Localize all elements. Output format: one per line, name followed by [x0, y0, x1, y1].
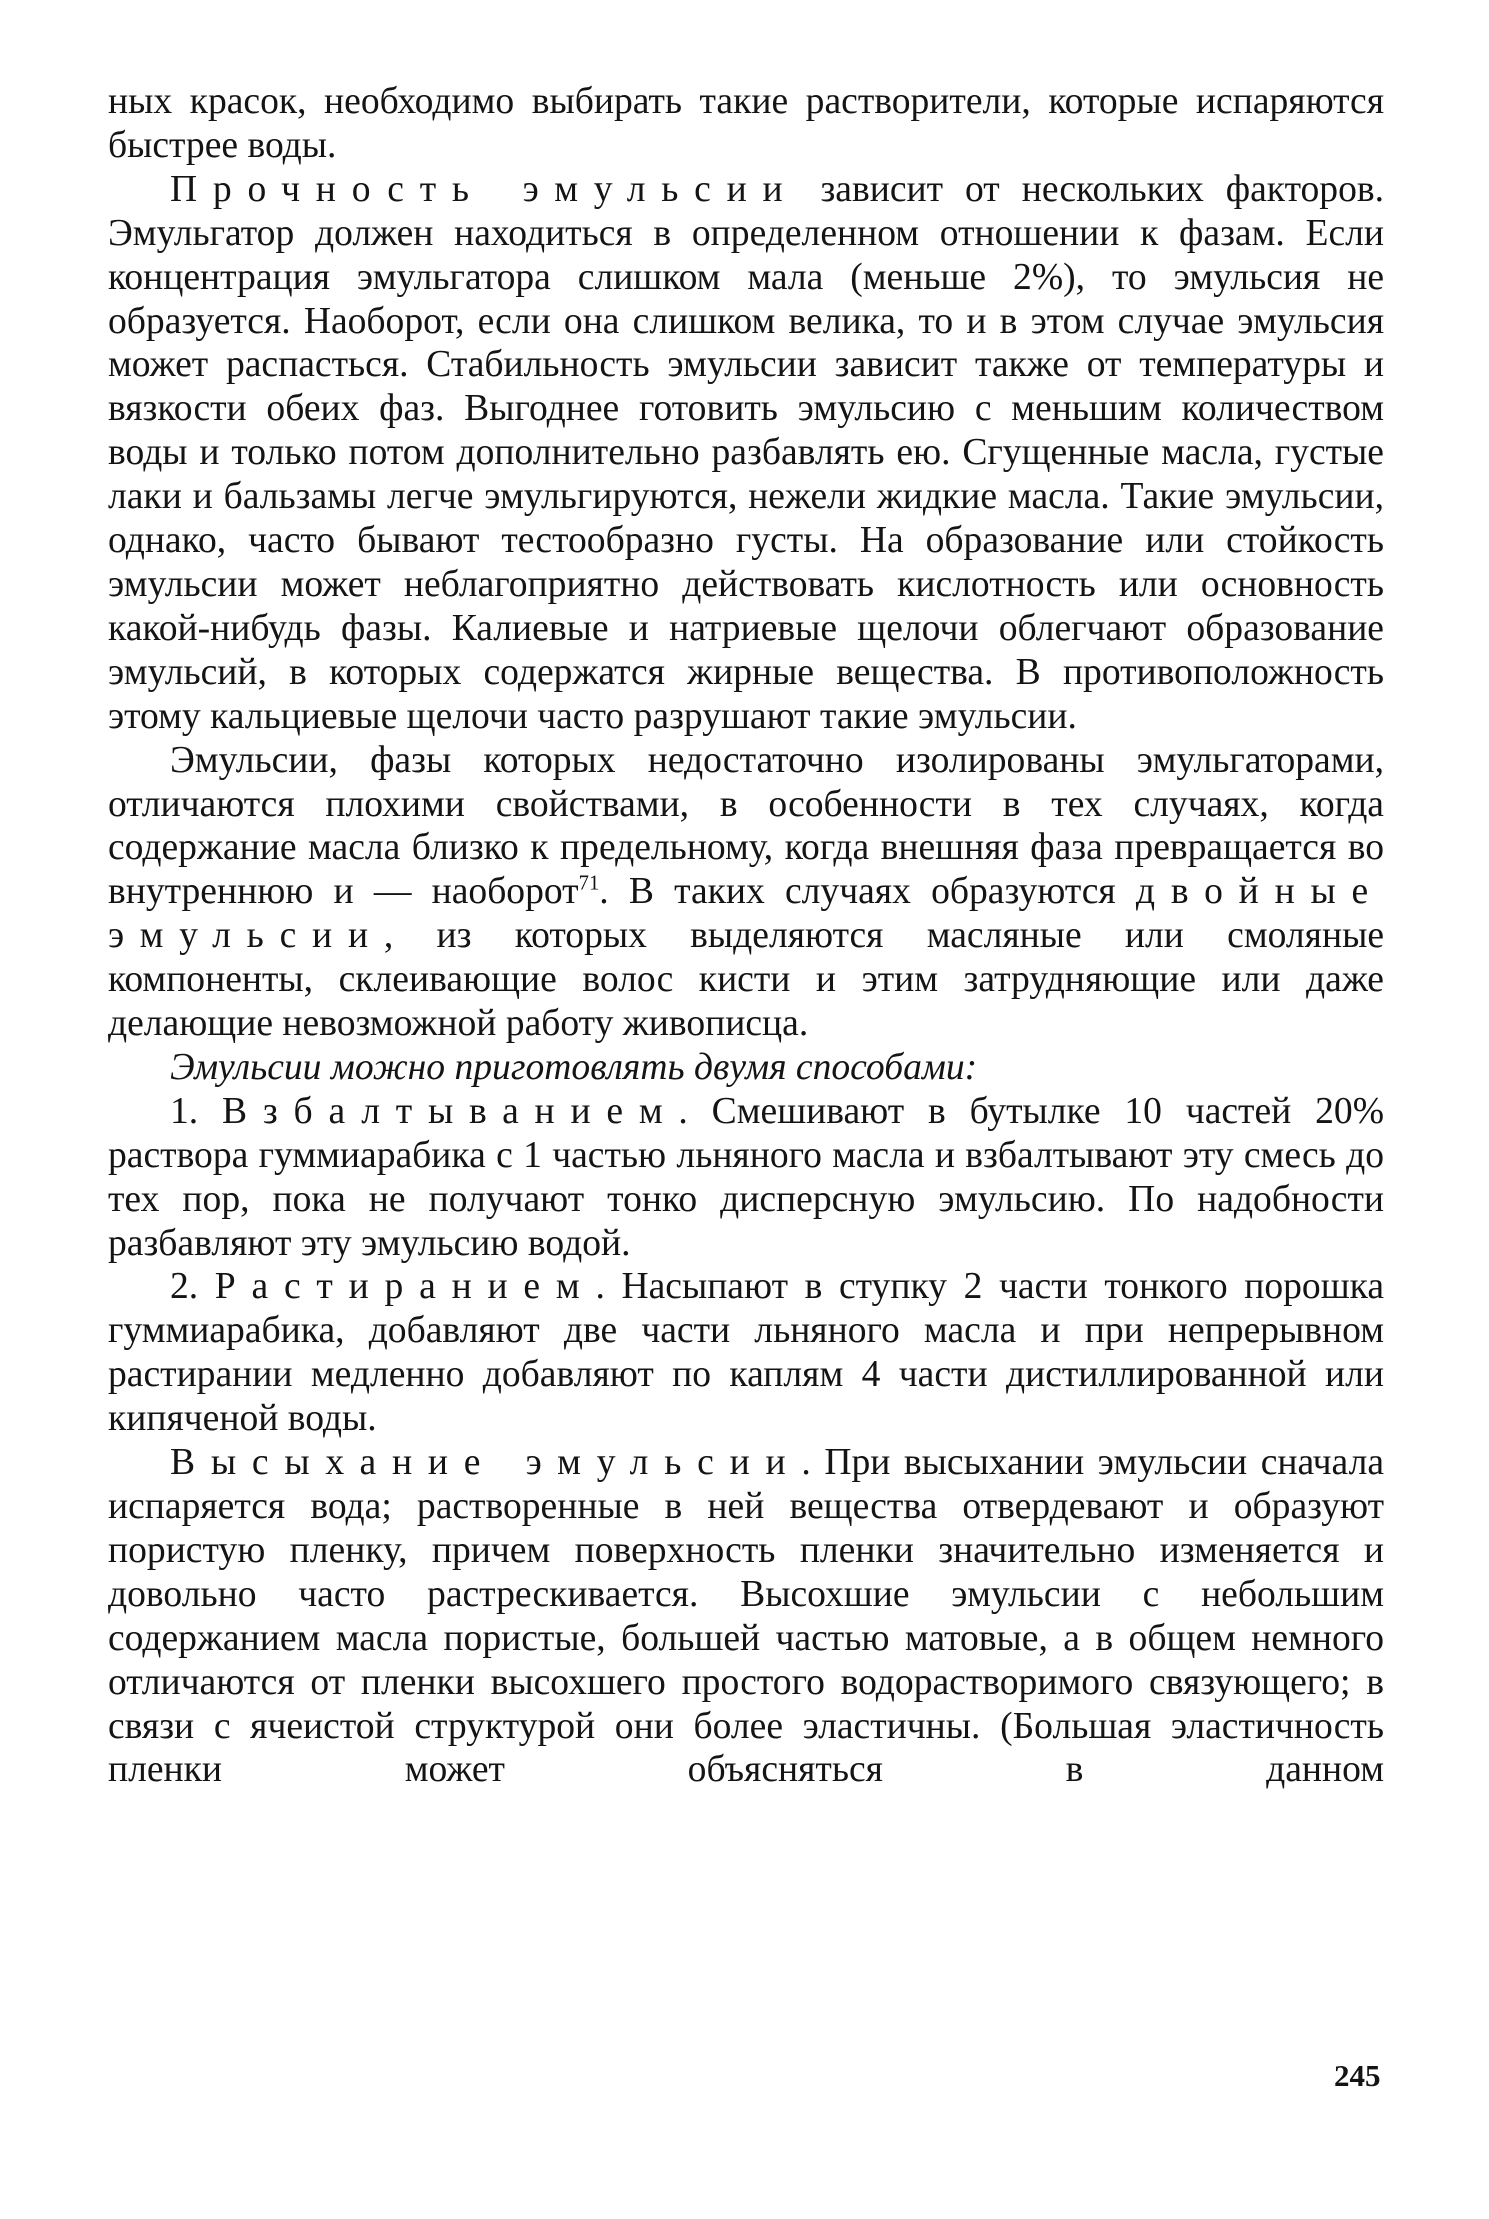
italic-intro: Эмульсии можно приготовлять двумя способами: — [170, 1046, 978, 1088]
text-run: зависит от нескольких факторов. Эмульгатор должен находиться в определенном отношении к фазам. Если концентрация эмульгатора слишком мала (меньше 2%), то эмульсия не образуется. Наоборот, если она слишком велика, то и в этом случае эмульсия может распасться. Стабильность эмульсии зависит также от температуры и вязкости обеих фаз. Выгоднее готовить эмульсию с меньшим количеством воды и только потом дополнительно разбавлять ею. Сгущенные масла, густые лаки и бальзамы легче эмульгируются, нежели жидкие масла. Такие эмульсии, однако, часто бывают тестообразно густы. На образование или стойкость эмульсии может неблагоприятно действовать кислотность или основность какой-нибудь фазы. Калиевые и натриевые щелочи облегчают образование эмульсий, в которых содержатся жирные вещества. В противоположность этому кальциевые щелочи часто разрушают такие эмульсии. — [108, 168, 1385, 737]
text-run: . Насыпают в ступку 2 части тонкого порошка гуммиарабика, добавляют две части льняного масла и при непрерывном растирании медленно добавляют по каплям 4 части дистиллированной или кипяченой воды. — [108, 1266, 1384, 1440]
paragraph-double-emulsions — [108, 739, 1384, 1046]
spaced-term-shaking: Взбалтыванием — [222, 1090, 679, 1132]
text-run: , из которых выделяются масляные или смоляные компоненты, склеивающие волос кисти и этим затрудняющие или даже делающие невозможной работу живописца. — [108, 915, 1384, 1045]
spaced-heading-drying: Высыхание эмульсии — [170, 1442, 802, 1484]
page-number: 245 — [1334, 2058, 1381, 2093]
spaced-term-grinding: Растиранием — [214, 1266, 596, 1308]
text-run: . При высыхании эмульсии сначала испаряется вода; растворенные в ней вещества отвердевают и образуют пористую пленку, причем поверхность пленки значительно изменяется и довольно часто растрескивается. Высохшие эмульсии с небольшим содержанием масла пористые, большей частью матовые, а в общем немного отличаются от пленки высохшего простого водорастворимого связующего; в связи с ячеистой структурой они более эластичны. (Большая эластичность пленки может объясняться в данном — [108, 1442, 1384, 1791]
spaced-heading-strength: Прочность эмульсии — [170, 168, 799, 210]
list-number: 1. — [170, 1090, 223, 1132]
paragraph-method-shaking — [108, 1090, 1384, 1266]
text-run: Эмульсии, фазы которых недостаточно изолированы эмульгаторами, отличаются плохими свойствами, в особенности в тех случаях, когда содержание масла близко к предельному, когда внешняя фаза превращается во внутреннюю и — наоборот — [108, 739, 1384, 913]
footnote-ref: 71 — [578, 872, 600, 895]
text-run: ных красок, необходимо выбирать такие растворители, которые испаряются быстрее воды. — [108, 81, 1384, 166]
page-body — [108, 80, 1384, 1792]
paragraph-emulsion-drying — [108, 1441, 1384, 1792]
paragraph-method-grinding — [108, 1265, 1384, 1441]
spaced-term-double-emulsions: двойные эмульсии — [108, 871, 1384, 957]
text-run: . Смешивают в бутылке 10 частей 20% раствора гуммиарабика с 1 частью льняного масла и взбалтывают эту смесь до тех пор, пока не получают тонко дисперсную эмульсию. По надобности разбавляют эту эмульсию водой. — [108, 1090, 1385, 1264]
paragraph-emulsion-strength — [108, 168, 1384, 739]
paragraph-two-methods — [108, 1046, 1384, 1090]
list-number: 2. — [170, 1266, 215, 1308]
paragraph-continuation — [108, 80, 1384, 168]
text-run: . В таких случаях образуются — [599, 871, 1136, 913]
